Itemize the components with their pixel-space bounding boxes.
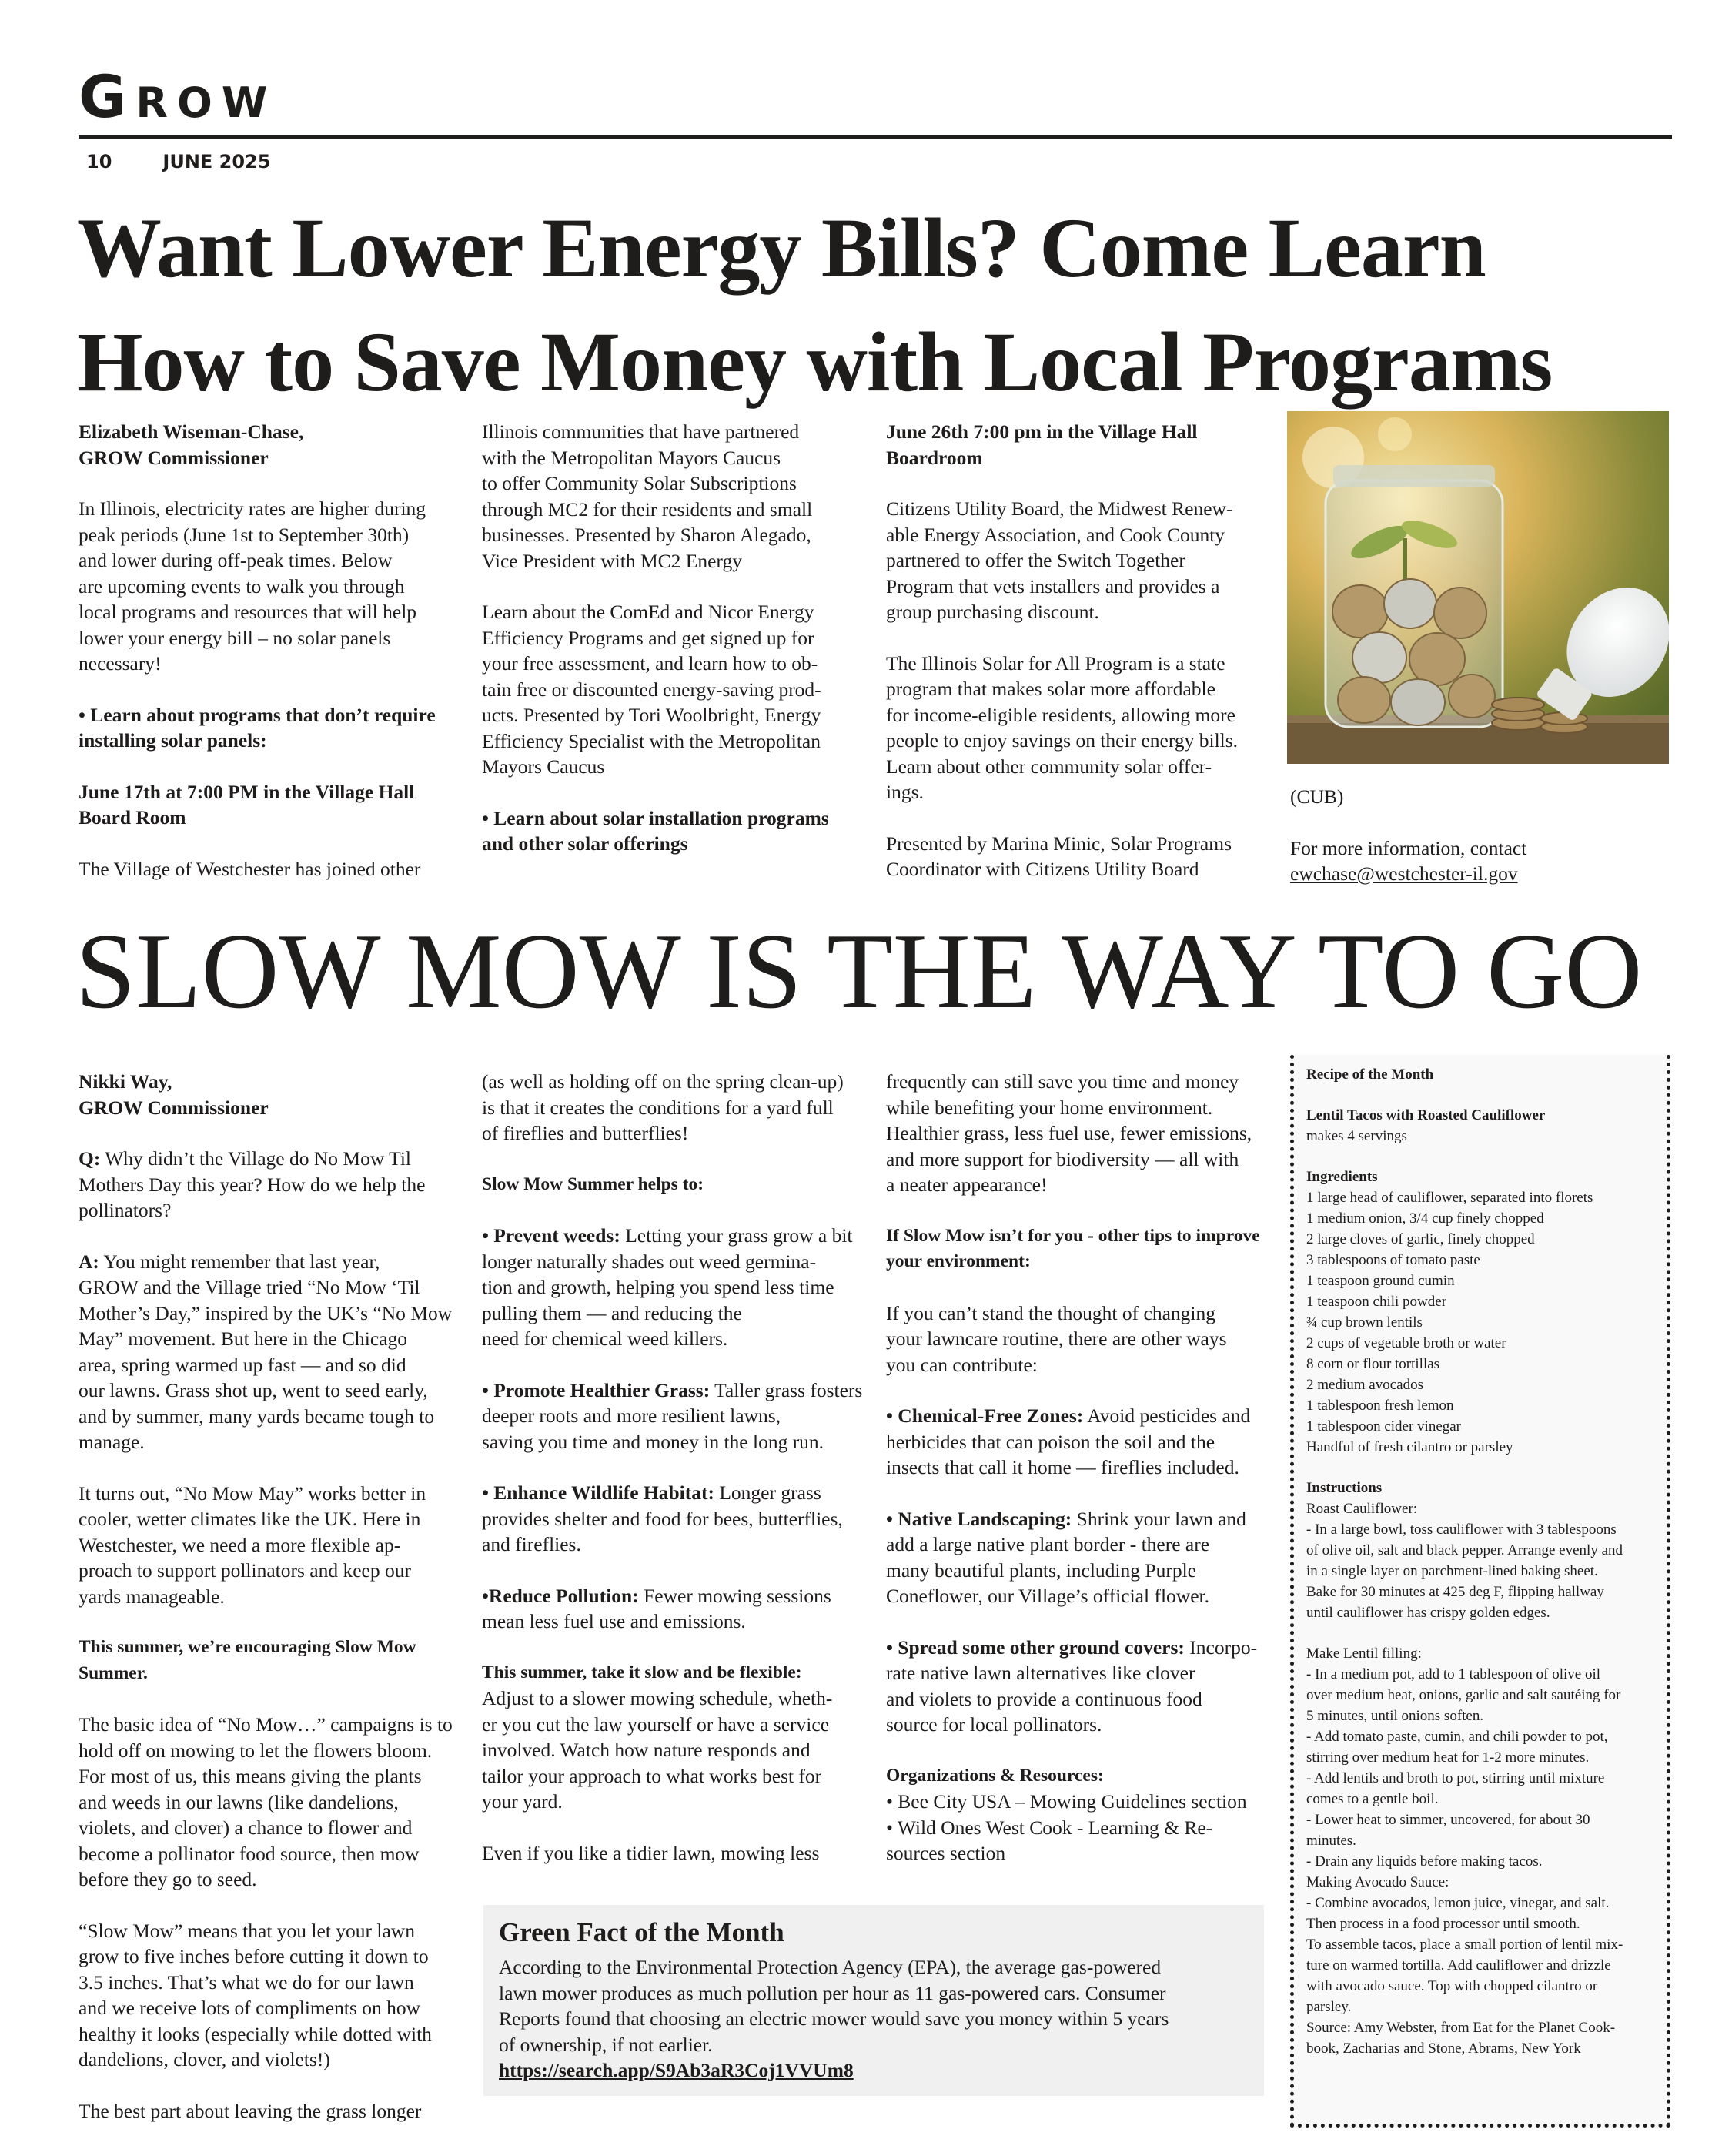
q-label: Q: xyxy=(79,1147,101,1170)
bullet-label: • Prevent weeds: xyxy=(482,1224,620,1247)
subheading: Slow Mow Summer helps to: xyxy=(482,1173,704,1194)
bullet-text: Avoid pesticides and herbicides that can poison the soil and the insects that call it home — fireflies included. xyxy=(886,1404,1251,1478)
bullet-label: • Enhance Wildlife Habitat: xyxy=(482,1481,714,1504)
body-text: The best part about leaving the grass longer xyxy=(79,2099,422,2122)
body-text: Adjust to a slower mowing schedule, wheth- er you cut the law yourself or have a service involved. Watch how nature responds and tailor your approach to what works best for your yard. xyxy=(482,1687,833,1813)
body-text: “Slow Mow” means that you let your lawn grow to five inches before cutting it down to 3.5 inches. That’s what we do for our lawn and we receive lots of compliments on how healthy it looks (especially while dotted with dandelions, clover, and violets!) xyxy=(79,1919,432,2071)
body-text: Presented by Marina Minic, Solar Programs Coordinator with Citizens Utility Board xyxy=(886,832,1232,880)
body-text: Illinois communities that have partnered with the Metropolitan Mayors Caucus to offer Community Solar Subscriptions through MC2 for their residents and small businesses. Presented by Sharon Alegado, Vice President with MC2 Energy xyxy=(482,420,813,572)
bullet-native xyxy=(886,1506,1280,1609)
a-text: You might remember that last year, GROW and the Village tried “No Mow ‘Til Mother’s Day,” inspired by the UK’s “No Mow May” movement. But here in the Chicago area, spring warmed up fast — and so did our lawns. Grass shot up, went to seed early, and by summer, many yards became tough to manage. xyxy=(79,1250,453,1453)
green-fact-text: According to the Environmental Protection Agency (EPA), the average gas-powered lawn mower produces as much pollution per hour as 11 gas-powered cars. Consumer Reports found that choosing an electric mower would save you money within 5 years of ownership, if not earlier. xyxy=(499,1956,1169,2056)
byline: Elizabeth Wiseman-Chase, GROW Commissioner xyxy=(79,420,304,469)
issue-date: JUNE 2025 xyxy=(162,151,271,172)
event-heading: June 17th at 7:00 PM in the Village Hall Board Room xyxy=(79,780,415,829)
photo-credit: (CUB) xyxy=(1290,785,1344,808)
bullet-grass xyxy=(482,1378,874,1455)
recipe-box xyxy=(1290,1055,1670,2128)
a-label: A: xyxy=(79,1250,99,1273)
bullet-text: Letting your grass grow a bit longer naturally shades out weed germina- tion and growth, helping you spend less time pulling them — and reducing the need for chemical weed killers. xyxy=(482,1224,853,1350)
body-text: It turns out, “No Mow May” works better in cooler, wetter climates like the UK. Here in Westchester, we need a more flexible ap- proach to support pollinators and keep our yards manageable. xyxy=(79,1481,426,1608)
bullet-heading: • Learn about programs that don’t require installing solar panels: xyxy=(79,703,436,752)
q-text: Why didn’t the Village do No Mow Til Mothers Day this year? How do we help the pollinators? xyxy=(79,1147,426,1221)
instructions-heading: Instructions xyxy=(1306,1480,1383,1496)
bullet-text: Fewer mowing sessions mean less fuel use and emissions. xyxy=(482,1584,831,1632)
body-text: The basic idea of “No Mow…” campaigns is to hold off on mowing to let the flowers bloom. For most of us, this means giving the plants and weeds in our lawns (like dandelions, violets, and clover) a chance to flower and become a pollinator food source, then mow before they go to seed. xyxy=(79,1713,453,1890)
bullet-label: • Spread some other ground covers: xyxy=(886,1635,1185,1659)
bullet-label: •Reduce Pollution: xyxy=(482,1584,639,1607)
bullet-pollution xyxy=(482,1583,874,1635)
bullet-cover xyxy=(886,1635,1280,1738)
subheading: If Slow Mow isn’t for you - other tips to improve your environment: xyxy=(886,1225,1260,1271)
subheading: This summer, we’re encouraging Slow Mow Summer. xyxy=(79,1637,416,1683)
answer-paragraph xyxy=(79,1249,463,1455)
article1-column-3 xyxy=(886,419,1279,882)
body-text: The Illinois Solar for All Program is a state program that makes solar more affordable for income-eligible residents, allowing more people to enjoy savings on their energy bills. Learn about other community solar offer- ings. xyxy=(886,651,1239,803)
article1-column-1 xyxy=(79,419,463,882)
ingredients-list: 1 large head of cauliflower, separated into florets 1 medium onion, 3/4 cup finely chopped 2 large cloves of garlic, finely chopped 3 tablespoons of tomato paste 1 teaspoon ground cumin 1 teaspoon chili powder ¾ cup brown lentils 2 cups of vegetable broth or water 8 corn or flour tortillas 2 medium avocados 1 tablespoon fresh lemon 1 tablespoon cider vinegar Handful of fresh cilantro or parsley xyxy=(1306,1190,1593,1455)
body-text: frequently can still save you time and money while benefiting your home environment. Healthier grass, less fuel use, fewer emissions, and more support for biodiversity — all with a neater appearance! xyxy=(886,1070,1252,1196)
intro-text: In Illinois, electricity rates are higher during peak periods (June 1st to September 30th) and lower during off-peak times. Below are upcoming events to walk you through local programs and resources that will help lower your energy bill – no solar panels necessary! xyxy=(79,497,426,675)
green-fact-title: Green Fact of the Month xyxy=(499,1917,784,1947)
headline-line-1: Want Lower Energy Bills? Come Learn xyxy=(77,201,1486,295)
masthead-rule xyxy=(79,135,1672,139)
bullet-text: Longer grass provides shelter and food for bees, butterflies, and fireflies. xyxy=(482,1481,843,1555)
recipe-heading: Recipe of the Month xyxy=(1306,1066,1434,1083)
lentil-instructions: Make Lentil filling: - In a medium pot, add to 1 tablespoon of olive oil over medium heat, onions, garlic and salt sautéing for 5 minutes, until onions soften. - Add tomato paste, cumin, and chili powder to pot, stirring over medium heat for 1-2 more minutes. - Add lentils and broth to pot, stirring until mixture comes to a gentle boil. - Lower heat to simmer, uncovered, for about 30 minutes. - Drain any liquids before making tacos. Making Avocado Sauce: - Combine avocados, lemon juice, vinegar, and salt. Then process in a food processor until smooth. To assemble tacos, place a small portion of lentil mix- ture on warmed tortilla. Add cauliflower and drizzle with avocado sauce. Top with chopped cilantro or parsley. Source: Amy Webster, from Eat for the Planet Cook- book, Zacharias and Stone, Abrams, New York xyxy=(1306,1645,1623,2057)
green-fact-box xyxy=(483,1905,1264,2096)
headline-line-2: How to Save Money with Local Programs xyxy=(77,315,1553,409)
masthead xyxy=(79,62,1672,131)
body-text: Learn about the ComEd and Nicor Energy Efficiency Programs and get signed up for your free assessment, and learn how to ob- tain free or discounted energy-saving prod- ucts. Presented by Tori Woolbright, Energy Efficiency Specialist with the Metropolitan Mayors Caucus xyxy=(482,601,821,778)
jar-of-coins-photo xyxy=(1287,411,1669,764)
body-text: Even if you like a tidier lawn, mowing less xyxy=(482,1841,820,1864)
byline: Nikki Way, GROW Commissioner xyxy=(79,1070,269,1119)
ingredients-heading: Ingredients xyxy=(1306,1169,1378,1185)
subheading: This summer, take it slow and be flexible: xyxy=(482,1662,802,1682)
green-fact-link[interactable]: https://search.app/S9Ab3aR3Coj1VVUm8 xyxy=(499,2059,854,2081)
bullet-weeds xyxy=(482,1223,874,1352)
article1-column-4 xyxy=(1290,784,1675,887)
recipe-title: Lentil Tacos with Roasted Cauliflower xyxy=(1306,1107,1546,1123)
body-text: (as well as holding off on the spring clean-up) is that it creates the conditions for a yard full of fireflies and butterflies! xyxy=(482,1070,844,1144)
article2-headline: SLOW MOW IS THE WAY TO GO xyxy=(75,912,1643,1031)
subheading: Organizations & Resources: xyxy=(886,1765,1104,1786)
resources-list: • Bee City USA – Mowing Guidelines section • Wild Ones West Cook - Learning & Re- sources section xyxy=(886,1790,1247,1864)
logo-initial: G xyxy=(79,62,136,131)
contact-email-link[interactable]: ewchase@westchester-il.gov xyxy=(1290,862,1518,885)
body-text: The Village of Westchester has joined other xyxy=(79,857,421,880)
body-text: If you can’t stand the thought of changing your lawncare routine, there are other ways you can contribute: xyxy=(886,1301,1227,1376)
bullet-label: • Chemical-Free Zones: xyxy=(886,1404,1084,1427)
article1-column-2 xyxy=(482,419,874,857)
bullet-text: Incorpo- rate native lawn alternatives like clover and violets to provide a continuous food source for local pollinators. xyxy=(886,1635,1258,1736)
question-paragraph xyxy=(79,1146,463,1224)
body-text: Citizens Utility Board, the Midwest Renew- able Energy Association, and Cook County partnered to offer the Switch Together Program that vets installers and provides a group purchasing discount. xyxy=(886,497,1233,623)
bullet-wildlife xyxy=(482,1480,874,1558)
article2-column-3 xyxy=(886,1069,1280,1866)
page-number: 10 xyxy=(86,151,112,172)
bullet-chemical xyxy=(886,1403,1280,1481)
bullet-text: Taller grass fosters deeper roots and more resilient lawns, saving you time and money in the long run. xyxy=(482,1378,863,1453)
bullet-text: Shrink your lawn and add a large native plant border - there are many beautiful plants, including Purple Coneflower, our Village’s official flower. xyxy=(886,1507,1246,1607)
article1-headline xyxy=(77,191,1694,419)
bullet-heading: • Learn about solar installation programs and other solar offerings xyxy=(482,806,829,855)
bullet-label: • Promote Healthier Grass: xyxy=(482,1378,711,1401)
roast-instructions: Roast Cauliflower: - In a large bowl, toss cauliflower with 3 tablespoons of olive oil, salt and black pepper. Arrange evenly and in a single layer on parchment-lined baking sheet. Bake for 30 minutes at 425 deg F, flipping hallway until cauliflower has crispy golden edges. xyxy=(1306,1501,1623,1621)
event-heading: June 26th 7:00 pm in the Village Hall Boardroom xyxy=(886,420,1198,469)
bullet-label: • Native Landscaping: xyxy=(886,1507,1072,1530)
grow-logo xyxy=(79,62,1672,131)
recipe-servings: makes 4 servings xyxy=(1306,1128,1407,1144)
article2-column-2 xyxy=(482,1069,874,1866)
contact-text: For more information, contact xyxy=(1290,836,1527,859)
logo-rest: ROW xyxy=(135,79,277,127)
article2-column-1 xyxy=(79,1069,463,2124)
issue-line xyxy=(86,151,321,172)
